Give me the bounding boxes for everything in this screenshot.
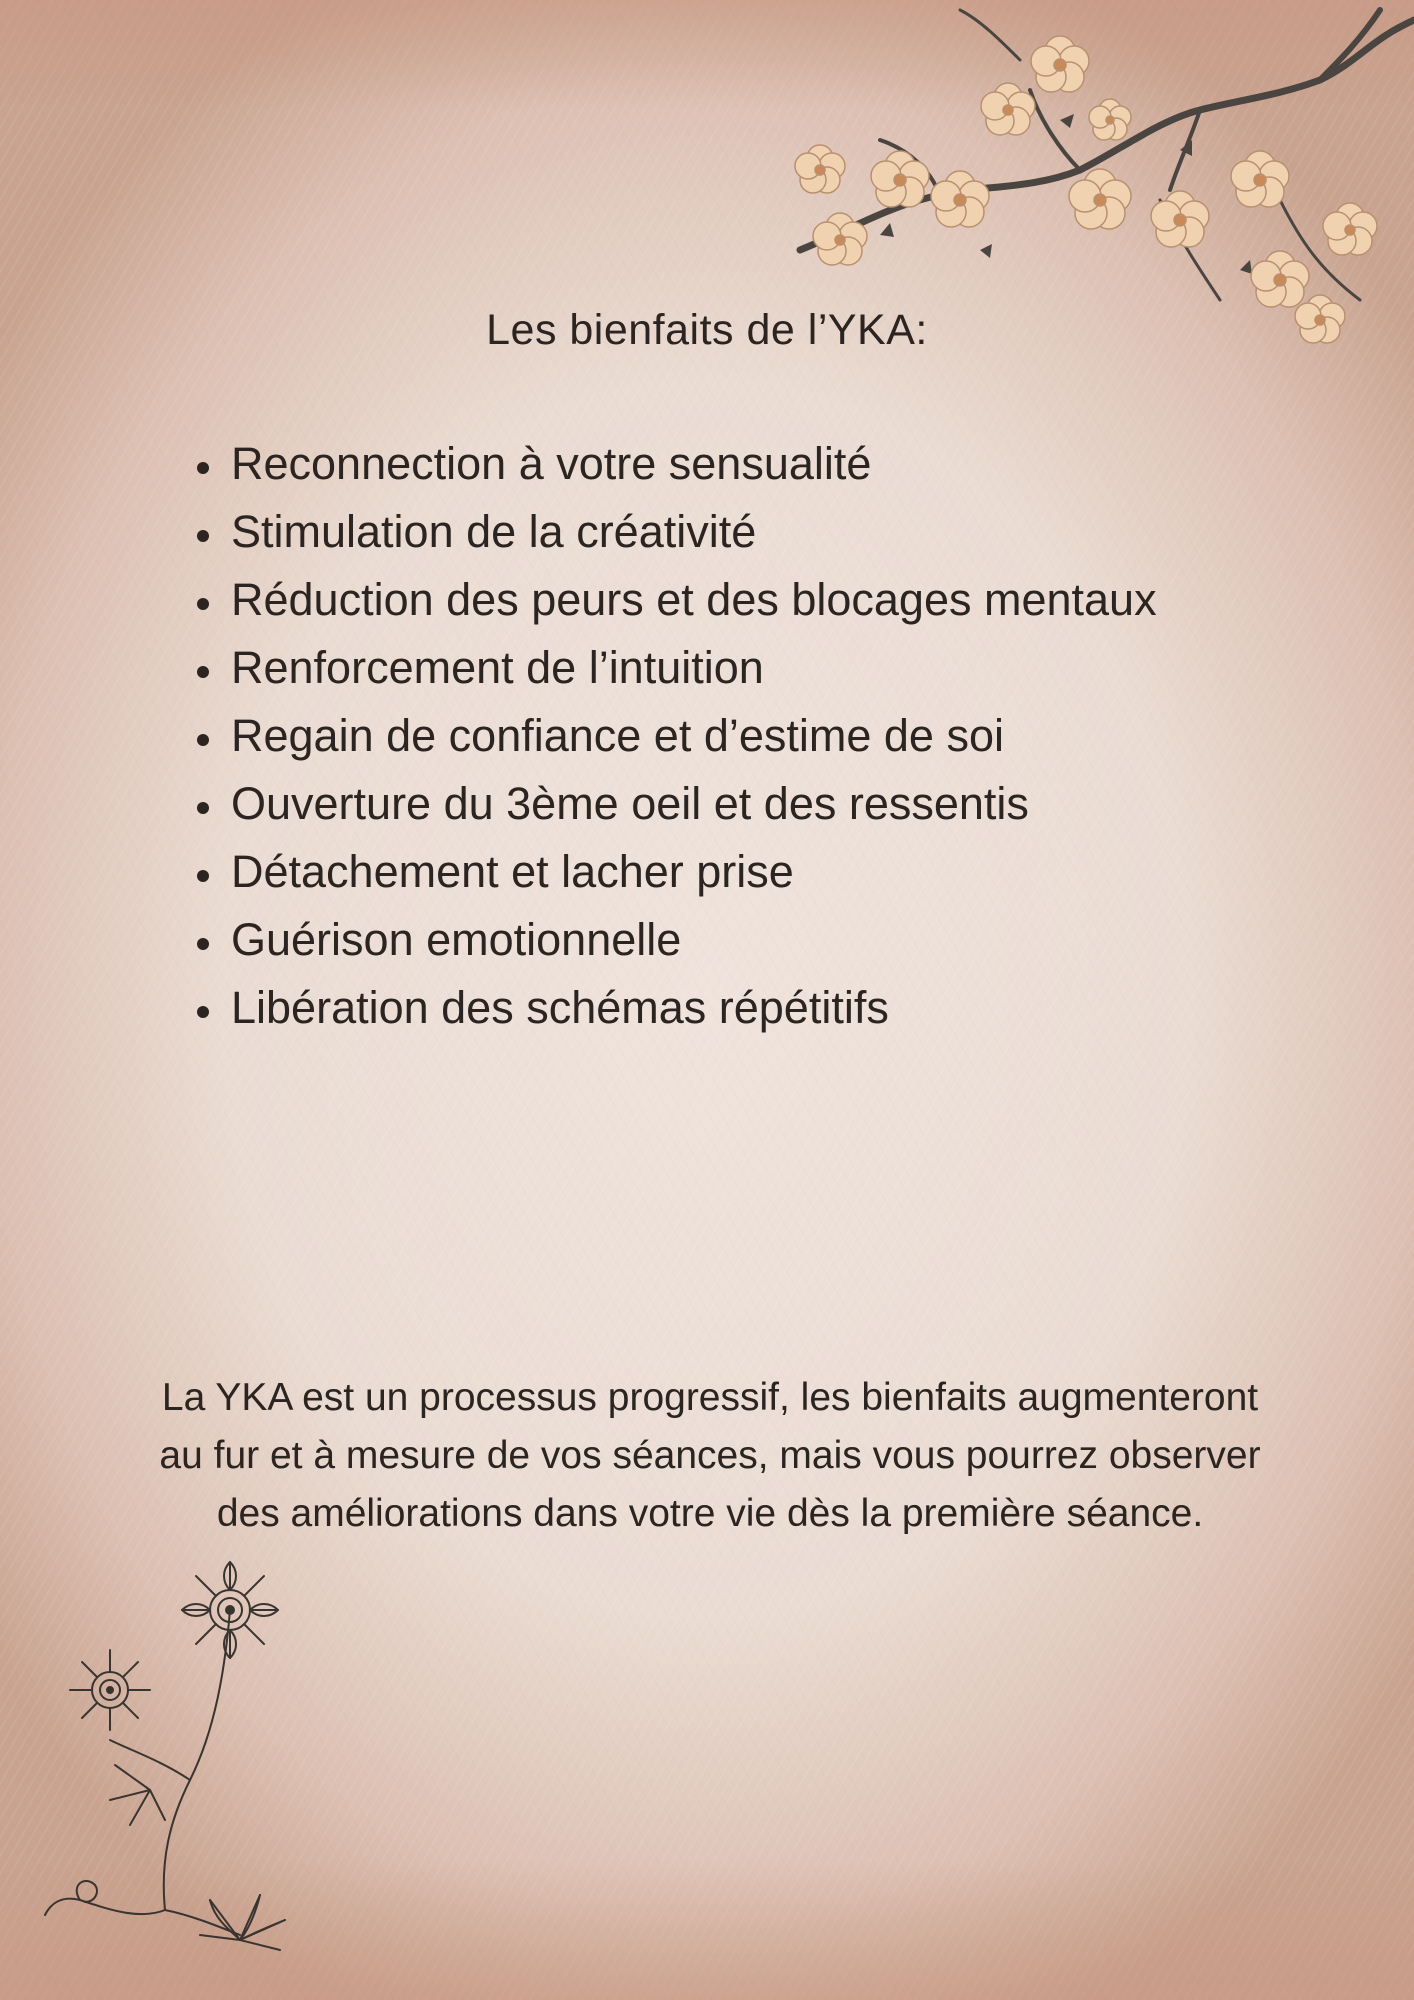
benefits-list bbox=[175, 430, 1267, 1042]
benefit-item: • Regain de confiance et d’estime de soi bbox=[227, 702, 1267, 770]
benefit-item: • Stimulation de la créativité bbox=[227, 498, 1267, 566]
page-title: Les bienfaits de l’YKA: bbox=[486, 306, 928, 354]
closing-note: La YKA est un processus progressif, les bienfaits augmenteront au fur et à mesure de vos séances, mais vous pourrez observer des améliorations dans votre vie dès la première séance. bbox=[159, 1376, 1261, 1535]
benefit-item: • Libération des schémas répétitifs bbox=[227, 974, 1267, 1042]
benefit-item: • Reconnection à votre sensualité bbox=[227, 430, 1267, 498]
benefit-item: • Détachement et lacher prise bbox=[227, 838, 1267, 906]
benefit-item: • Guérison emotionnelle bbox=[227, 906, 1267, 974]
passion-flower-sketch-icon bbox=[40, 1540, 320, 1960]
benefit-item: • Ouverture du 3ème oeil et des ressentis bbox=[227, 770, 1267, 838]
benefit-item: • Renforcement de l’intuition bbox=[227, 634, 1267, 702]
benefit-item: • Réduction des peurs et des blocages mentaux bbox=[227, 566, 1267, 634]
